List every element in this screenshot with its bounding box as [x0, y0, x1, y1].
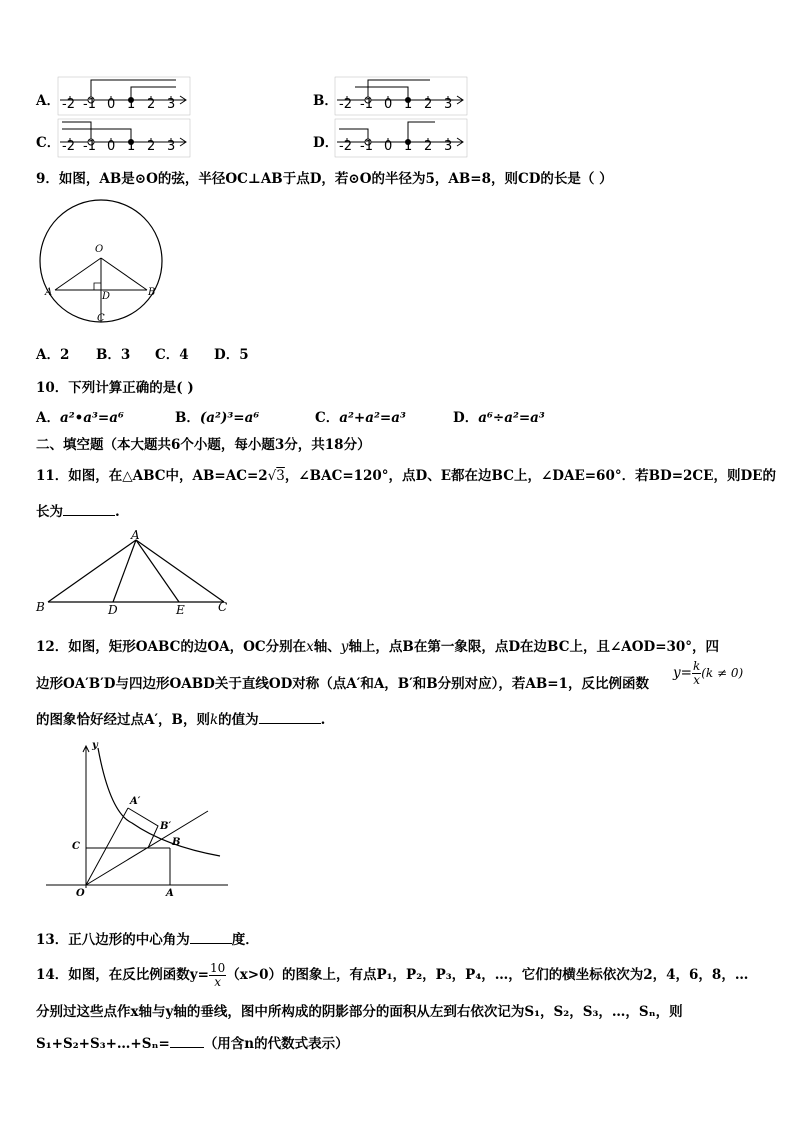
tick-label: -1: [360, 97, 373, 112]
q12-line3: 的图象恰好经过点A′，B，则k的值为 .: [36, 712, 326, 728]
label-y: y: [92, 740, 98, 751]
section-heading: 二、填空题（本大题共6个小题，每小题3分，共18分）: [36, 437, 371, 453]
label-c: C: [72, 841, 80, 852]
option-d-letter: D．: [313, 135, 339, 151]
q12-line2: 边形OA′B′D与四边形OABD关于直线OD对称（点A′和A，B′和B分别对应），若AB=1，反比例函数: [36, 676, 650, 692]
tick-label: -1: [83, 139, 96, 154]
tick-label: 2: [147, 97, 156, 112]
q12-function: y= $\frac{k}{x}$ (k ≠ 0): [673, 659, 744, 687]
answer-blank[interactable]: [170, 1047, 204, 1048]
tick-label: 0: [107, 139, 116, 154]
option-a-letter: A．: [36, 93, 60, 109]
choice: D．a⁶÷a²=a³: [453, 410, 545, 426]
q14-line1: 14．如图，在反比例函数y= $\frac{10}{x}$ （x>0）的图象上，有点P₁，P₂，P₃，P₄，…，它们的横坐标依次为2，4，6，8，…: [36, 961, 749, 989]
answer-blank[interactable]: [190, 943, 232, 944]
number-line-d: [335, 117, 470, 163]
tick-label: -1: [360, 139, 373, 154]
option-b-letter: B．: [313, 93, 338, 109]
q9-circle-figure: [38, 196, 168, 335]
label-c: C: [97, 313, 105, 324]
tick-label: 2: [424, 139, 433, 154]
label-a: A: [131, 528, 140, 542]
number-line-c: [58, 117, 193, 163]
q11-triangle-figure: [36, 530, 236, 624]
tick-label: -1: [83, 97, 96, 112]
choice: A．a²•a³=a⁶: [36, 410, 124, 426]
option-c-letter: C．: [36, 135, 61, 151]
answer-blank[interactable]: [63, 515, 115, 516]
tick-label: 1: [404, 97, 413, 112]
label-o: O: [76, 888, 85, 899]
q14-line2: 分别过这些点作x轴与y轴的垂线，图中所构成的阴影部分的面积从左到右依次记为S₁，S₂，S₃，…，Sₙ，则: [36, 1004, 683, 1020]
number-line-a: [58, 75, 193, 121]
tick-label: -2: [62, 139, 75, 154]
label-e: E: [176, 603, 185, 617]
tick-label: 1: [404, 139, 413, 154]
tick-label: 2: [147, 139, 156, 154]
q13-line: 13．正八边形的中心角为 度．: [36, 932, 259, 948]
q11-line1: 11．如图，在△ABC中，AB=AC=2√3，∠BAC=120°，点D、E都在边BC上，∠DAE=60°．若BD=2CE，则DE的: [36, 468, 776, 484]
label-b: B: [148, 287, 156, 298]
choice: C．a²+a²=a³: [315, 410, 406, 426]
choice: B．3: [96, 347, 131, 363]
tick-label: 2: [424, 97, 433, 112]
tick-label: 0: [107, 97, 116, 112]
label-a: A: [166, 888, 174, 899]
tick-label: -2: [339, 139, 352, 154]
choice: B．(a²)³=a⁶: [175, 410, 260, 426]
tick-label: 3: [167, 139, 176, 154]
choice: A．2: [36, 347, 70, 363]
q14-line3: S₁+S₂+S₃+…+Sₙ= （用含n的代数式表示）: [36, 1036, 349, 1052]
label-a: A: [45, 287, 53, 298]
number-line-b: [335, 75, 470, 121]
label-d: D: [108, 603, 118, 617]
q12-line1: 12．如图，矩形OABC的边OA，OC分别在x轴、y轴上，点B在第一象限，点D在边BC上，且∠AOD=30°，四: [36, 639, 720, 655]
label-o: O: [95, 244, 104, 255]
tick-label: -2: [62, 97, 75, 112]
label-d: D: [102, 291, 111, 302]
tick-label: 0: [384, 97, 393, 112]
label-b: B: [172, 837, 181, 848]
label-b-prime: B′: [160, 821, 172, 832]
q9-stem: 9．如图，AB是⊙O的弦，半径OC⊥AB于点D，若⊙O的半径为5，AB=8，则CD的长是（ ）: [36, 171, 613, 187]
q10-stem: 10．下列计算正确的是( ): [36, 380, 194, 396]
tick-label: 3: [167, 97, 176, 112]
q11-line2: 长为 .: [36, 504, 120, 520]
tick-label: 1: [127, 97, 136, 112]
tick-label: 3: [444, 97, 453, 112]
tick-label: 1: [127, 139, 136, 154]
tick-label: -2: [339, 97, 352, 112]
q12-coordinate-figure: [40, 738, 235, 902]
label-b: B: [36, 600, 45, 614]
tick-label: 0: [384, 139, 393, 154]
answer-blank[interactable]: [259, 723, 321, 724]
label-a-prime: A′: [130, 796, 141, 807]
choice: C．4: [155, 347, 189, 363]
choice: D．5: [214, 347, 249, 363]
label-c: C: [218, 600, 228, 614]
tick-label: 3: [444, 139, 453, 154]
